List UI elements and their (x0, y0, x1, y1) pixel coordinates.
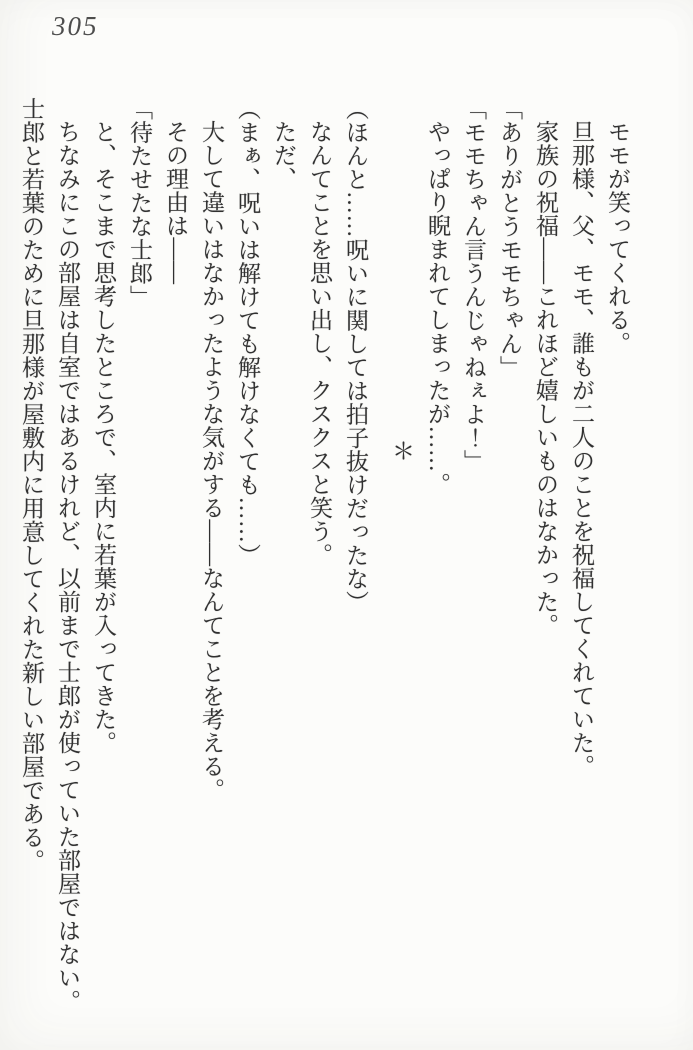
thought-line: （ほんと……呪いに関しては拍子抜けだったな） (343, 97, 368, 614)
page-number: 305 (52, 11, 99, 41)
narration-line: 家族の祝福――これほど嬉しいものはなかった。 (533, 120, 558, 637)
narration-line: ただ、 (271, 120, 296, 191)
section-break-asterisk: ＊ (389, 439, 414, 463)
narration-line: と、そこまで思考したところで、室内に若葉が入ってきた。 (91, 120, 116, 755)
narration-line: ちなみにこの部屋は自室ではあるけれど、以前まで士郎が使っていた部屋ではない。士郎と若葉のために旦那様が屋敷内に用意してくれた新しい部屋である。 (19, 97, 80, 1013)
thought-line: （まぁ、呪いは解けても解けなくても……） (235, 97, 260, 567)
narration-line: 旦那様、父、モモ、誰もが二人のことを祝福してくれていた。 (569, 120, 594, 778)
narration-line: モモが笑ってくれる。 (605, 120, 630, 355)
vertical-text-block (7, 97, 635, 1027)
dialogue-line: 「ありがとうモモちゃん」 (497, 97, 522, 379)
narration-line: なんてことを思い出し、クスクスと笑う。 (307, 120, 332, 567)
dialogue-line: 「待たせたな士郎」 (127, 97, 152, 309)
dialogue-line: 「モモちゃん言うんじゃねぇよ！」 (461, 97, 486, 473)
narration-line: 大して違いはなかったような気がする――なんてことを考える。 (199, 120, 224, 802)
narration-line: やっぱり睨まれてしまったが……。 (425, 120, 450, 496)
narration-line: その理由は―― (163, 120, 188, 285)
